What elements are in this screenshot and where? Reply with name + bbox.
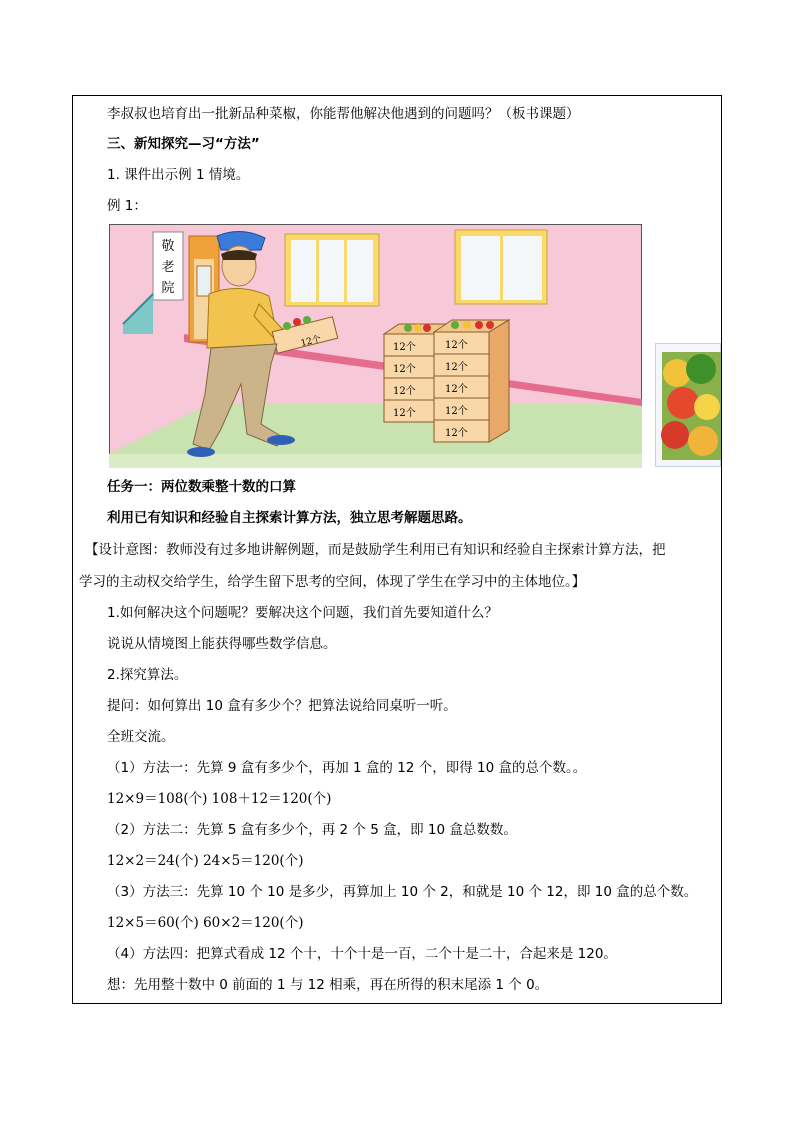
box-stack-right [434, 320, 509, 442]
method-1: （1）方法一：先算 9 盒有多少个，再加 1 盒的 12 个，即得 10 盒的总个数。。 [107, 760, 587, 776]
section-heading: 三、新知探究—习“方法” [107, 136, 260, 152]
class-discussion: 全班交流。 [107, 729, 175, 745]
box-label: 12个 [393, 408, 416, 419]
prompt-question: 提问：如何算出 10 盒有多少个？把算法说给同桌听一听。 [107, 698, 457, 714]
box-label: 12个 [445, 406, 468, 417]
sign-char-1: 敬 [161, 239, 175, 254]
method-3-formula: 12×5＝60(个) 60×2＝120(个) [107, 915, 304, 931]
task-one-instruction: 利用已有知识和经验自主探索计算方法，独立思考解题思路。 [107, 510, 472, 526]
method-2-formula: 12×2＝24(个) 24×5＝120(个) [107, 853, 304, 869]
method-3: （3）方法三：先算 10 个 10 是多少，再算加上 10 个 2，和就是 10 个 12，即 10 盒的总个数。 [107, 884, 698, 900]
intro-paragraph: 李叔叔也培育出一批新品种菜椒，你能帮他解决他遇到的问题吗？（板书课题） [107, 106, 580, 122]
box-label: 12个 [445, 340, 468, 351]
box-label: 12个 [445, 384, 468, 395]
box-label: 12个 [445, 362, 468, 373]
example-scene-illustration [109, 224, 642, 468]
method-4: （4）方法四：把算式看成 12 个十，十个十是一百，二个十是二十，合起来是 120。 [107, 946, 617, 962]
method-4-thought: 想：先用整十数中 0 前面的 1 与 12 相乘，再在所得的积末尾添 1 个 0。 [107, 977, 549, 993]
method-1-formula: 12×9＝108(个) 108＋12＝120(个) [107, 791, 332, 807]
question-1-detail: 说说从情境图上能获得哪些数学信息。 [107, 636, 337, 652]
task-one-heading: 任务一：两位数乘整十数的口算 [107, 479, 296, 495]
sign-char-2: 老 [161, 260, 175, 275]
box-label: 12个 [445, 428, 468, 439]
sign-char-3: 院 [161, 281, 175, 296]
design-intent-line-1: 【设计意图：教师没有过多地讲解例题，而是鼓励学生利用已有知识和经验自主探索计算方法，把 [85, 542, 666, 558]
question-1: 1.如何解决这个问题呢？要解决这个问题，我们首先要知道什么？ [107, 605, 498, 621]
method-2: （2）方法二：先算 5 盒有多少个，再 2 个 5 盒，即 10 盒总数数。 [107, 822, 517, 838]
example-label: 例 1： [107, 198, 147, 214]
design-intent-line-2: 学习的主动权交给学生，给学生留下思考的空间，体现了学生在学习中的主体地位。】 [79, 574, 586, 590]
pepper-photo-thumbnail [655, 343, 721, 467]
box-label: 12个 [393, 364, 416, 375]
box-label: 12个 [393, 342, 416, 353]
box-label: 12个 [393, 386, 416, 397]
step-2-heading: 2.探究算法。 [107, 667, 188, 683]
courseware-step: 1. 课件出示例 1 情境。 [107, 167, 250, 183]
box-label: 12个 [299, 334, 323, 350]
